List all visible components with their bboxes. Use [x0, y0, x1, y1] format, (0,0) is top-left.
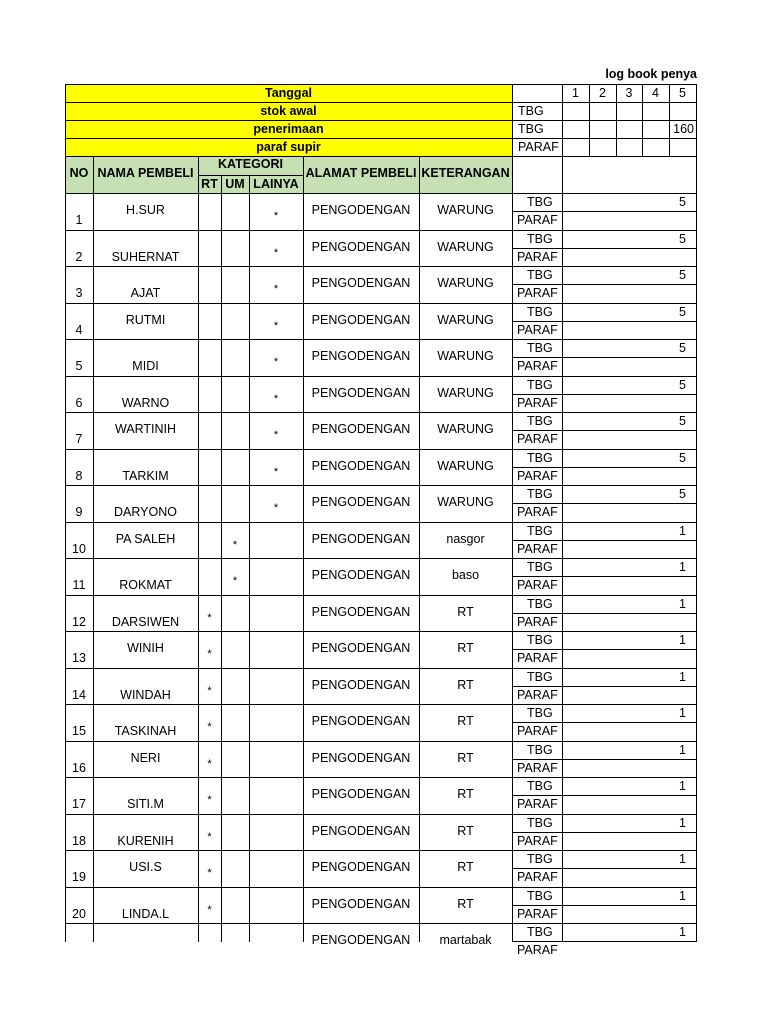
buyer-name: PA SALEH: [115, 531, 176, 546]
paraf-label: PARAF: [517, 541, 558, 556]
paraf-label: PARAF: [517, 870, 558, 884]
tbg-label: TBG: [527, 523, 553, 538]
row-number: 10: [72, 541, 86, 556]
tbg-day5-value: 1: [679, 925, 686, 939]
nama-pembeli-header: NAMA PEMBELI: [97, 166, 194, 180]
paraf-label: PARAF: [517, 468, 558, 483]
tbg-paraf-divider: [512, 649, 696, 650]
row-divider: [65, 850, 696, 851]
tbg-label: TBG: [527, 377, 553, 392]
buyer-description: RT: [457, 860, 474, 874]
category-mark: *: [232, 575, 238, 587]
buyer-address: PENGODENGAN: [311, 823, 411, 838]
buyer-name: AJAT: [130, 286, 161, 300]
tbg-day5-value: 5: [679, 450, 686, 465]
grid-line: [65, 84, 696, 85]
tbg-day5-value: 5: [679, 304, 686, 319]
buyer-address: PENGODENGAN: [311, 385, 411, 400]
grid-line: [642, 84, 643, 156]
grid-line: [65, 138, 696, 139]
buyer-name: TASKINAH: [114, 724, 177, 738]
buyer-description: WARUNG: [437, 239, 494, 254]
keterangan-header: KETERANGAN: [421, 166, 510, 180]
tbg-paraf-divider: [512, 211, 696, 212]
grid-line: [589, 84, 590, 156]
grid-line: [303, 156, 304, 942]
category-mark: *: [273, 502, 279, 514]
row-number: 2: [75, 249, 83, 264]
row-number: 20: [72, 906, 86, 921]
paraf-label: PARAF: [517, 322, 558, 337]
lainya-header: LAINYA: [253, 177, 299, 191]
paraf-label: PARAF: [517, 687, 558, 702]
tbg-label: TBG: [527, 304, 553, 319]
row-divider: [65, 668, 696, 669]
tbg-paraf-divider: [512, 503, 696, 504]
buyer-address: PENGODENGAN: [311, 349, 411, 363]
paraf-label: PARAF: [517, 432, 558, 446]
tbg-label: TBG: [527, 633, 553, 647]
buyer-address: PENGODENGAN: [311, 604, 411, 619]
tbg-label: TBG: [527, 560, 553, 574]
tbg-label: TBG: [527, 706, 553, 720]
buyer-name: WINDAH: [120, 687, 171, 702]
buyer-description: WARUNG: [437, 458, 494, 473]
row-number: 14: [72, 687, 86, 702]
tbg-label: TBG: [527, 815, 553, 830]
buyer-address: PENGODENGAN: [311, 677, 411, 692]
paraf-label: PARAF: [517, 213, 558, 227]
row-divider: [65, 303, 696, 304]
paraf-label: PARAF: [517, 760, 558, 775]
penerimaan-day5-value: 160: [673, 122, 694, 136]
buyer-description: WARUNG: [437, 276, 494, 290]
row-number: 9: [75, 505, 83, 519]
tbg-label: TBG: [527, 195, 553, 209]
kategori-header: KATEGORI: [217, 157, 284, 171]
row-divider: [65, 376, 696, 377]
category-mark: *: [207, 684, 212, 697]
row-divider: [65, 485, 696, 486]
tbg-day5-value: 5: [679, 268, 686, 282]
buyer-name: MIDI: [132, 359, 159, 373]
buyer-name: SITI.M: [127, 797, 164, 811]
buyer-description: baso: [451, 568, 480, 582]
category-mark: *: [273, 392, 279, 405]
row-divider: [65, 412, 696, 413]
buyer-address: PENGODENGAN: [311, 531, 411, 546]
buyer-name: DARSIWEN: [111, 614, 180, 629]
tbg-day5-value: 1: [679, 815, 686, 830]
category-mark: *: [207, 867, 212, 879]
category-mark: *: [273, 210, 279, 222]
tbg-day5-value: 1: [679, 706, 686, 720]
paraf-supir-label: paraf supir: [256, 140, 321, 154]
tbg-paraf-divider: [512, 357, 696, 358]
row-number: 3: [75, 286, 83, 300]
buyer-description: martabak: [439, 933, 492, 947]
row-divider: [65, 887, 696, 888]
tbg-label: TBG: [527, 669, 553, 684]
tbg-label: TBG: [527, 779, 553, 793]
tbg-day5-value: 1: [679, 523, 686, 538]
date-header: 5: [679, 86, 686, 100]
paraf-label: PARAF: [518, 140, 559, 154]
row-number: 12: [72, 614, 86, 629]
row-number: 1: [75, 213, 83, 227]
row-divider: [65, 923, 696, 924]
tbg-day5-value: 1: [679, 852, 686, 866]
grid-line: [198, 156, 199, 942]
buyer-address: PENGODENGAN: [311, 422, 411, 436]
tbg-day5-value: 1: [679, 742, 686, 757]
buyer-description: WARUNG: [437, 495, 494, 509]
tbg-paraf-divider: [512, 722, 696, 723]
row-number: 15: [72, 724, 86, 738]
buyer-description: RT: [457, 641, 474, 655]
penerimaan-label: penerimaan: [253, 122, 324, 136]
buyer-address: PENGODENGAN: [311, 896, 411, 911]
row-divider: [65, 266, 696, 267]
tbg-label: TBG: [527, 852, 553, 866]
tbg-day5-value: 5: [679, 487, 686, 501]
paraf-label: PARAF: [517, 833, 558, 848]
tbg-label: TBG: [518, 104, 544, 118]
row-number: 13: [72, 651, 86, 665]
row-number: 19: [72, 870, 86, 884]
category-mark: *: [207, 757, 212, 770]
category-mark: *: [273, 319, 279, 332]
paraf-label: PARAF: [517, 249, 558, 264]
row-number: 11: [72, 578, 86, 592]
tbg-day5-value: 1: [679, 633, 686, 647]
category-mark: *: [273, 283, 279, 295]
row-number: 7: [75, 432, 83, 446]
buyer-address: PENGODENGAN: [311, 203, 411, 217]
buyer-address: PENGODENGAN: [311, 495, 411, 509]
buyer-description: WARUNG: [437, 203, 494, 217]
alamat-pembeli-header: ALAMAT PEMBELI: [305, 166, 417, 180]
tbg-label: TBG: [527, 742, 553, 757]
row-divider: [65, 230, 696, 231]
buyer-address: PENGODENGAN: [311, 276, 411, 290]
grid-line: [65, 120, 696, 121]
category-mark: *: [207, 611, 212, 624]
buyer-description: RT: [457, 677, 474, 692]
row-number: 5: [75, 359, 83, 373]
row-divider: [65, 339, 696, 340]
paraf-label: PARAF: [517, 359, 558, 373]
buyer-name: KURENIH: [117, 833, 174, 848]
buyer-description: RT: [457, 604, 474, 619]
buyer-description: WARUNG: [437, 385, 494, 400]
row-divider: [65, 558, 696, 559]
date-header: 1: [572, 86, 579, 100]
stok-awal-label: stok awal: [260, 104, 317, 118]
row-number: 18: [72, 833, 86, 848]
grid-line: [93, 156, 94, 942]
buyer-name: ROKMAT: [119, 578, 172, 592]
rt-header: RT: [201, 177, 218, 191]
tbg-label: TBG: [527, 341, 553, 355]
tbg-day5-value: 5: [679, 195, 686, 209]
tanggal-label: Tanggal: [265, 86, 312, 100]
row-divider: [65, 741, 696, 742]
buyer-address: PENGODENGAN: [311, 860, 411, 874]
category-mark: *: [273, 356, 279, 368]
paraf-label: PARAF: [517, 578, 558, 592]
tbg-label: TBG: [527, 888, 553, 903]
buyer-name: WARTINIH: [114, 422, 177, 436]
buyer-name: DARYONO: [114, 505, 177, 519]
row-divider: [65, 704, 696, 705]
tbg-label: TBG: [518, 122, 544, 136]
no-header: NO: [69, 166, 89, 180]
row-number: 6: [75, 395, 83, 410]
buyer-address: PENGODENGAN: [311, 458, 411, 473]
tbg-day5-value: 1: [679, 779, 686, 793]
tbg-paraf-divider: [512, 795, 696, 796]
log-book-title: log book penya: [605, 67, 697, 81]
buyer-address: PENGODENGAN: [311, 933, 411, 947]
category-mark: *: [207, 903, 212, 916]
row-number: 16: [72, 760, 86, 775]
tbg-paraf-divider: [512, 284, 696, 285]
buyer-address: PENGODENGAN: [311, 641, 411, 655]
grid-line: [696, 84, 697, 942]
buyer-description: RT: [457, 714, 474, 728]
buyer-description: RT: [457, 750, 474, 765]
row-number: 8: [75, 468, 83, 483]
paraf-label: PARAF: [517, 286, 558, 300]
buyer-description: WARUNG: [437, 422, 494, 436]
row-number: 17: [72, 797, 86, 811]
buyer-name: WARNO: [121, 395, 170, 410]
buyer-description: RT: [457, 787, 474, 801]
tbg-label: TBG: [527, 414, 553, 428]
category-mark: *: [207, 794, 212, 806]
tbg-day5-value: 1: [679, 560, 686, 574]
row-divider: [65, 449, 696, 450]
tbg-day5-value: 5: [679, 377, 686, 392]
buyer-name: WINIH: [127, 641, 164, 655]
tbg-day5-value: 1: [679, 669, 686, 684]
row-divider: [65, 522, 696, 523]
paraf-label: PARAF: [517, 943, 558, 957]
grid-line: [669, 84, 670, 156]
tbg-label: TBG: [527, 231, 553, 246]
category-mark: *: [207, 721, 212, 733]
category-mark: *: [207, 830, 212, 843]
buyer-address: PENGODENGAN: [311, 750, 411, 765]
tbg-paraf-divider: [512, 941, 696, 942]
date-header: 3: [625, 86, 633, 100]
tbg-paraf-divider: [512, 868, 696, 869]
category-mark: *: [232, 538, 238, 551]
buyer-description: WARUNG: [437, 349, 494, 363]
tbg-day5-value: 5: [679, 231, 686, 246]
grid-line: [65, 102, 696, 103]
buyer-name: SUHERNAT: [111, 249, 180, 264]
buyer-name: NERI: [130, 750, 161, 765]
paraf-label: PARAF: [517, 505, 558, 519]
buyer-description: nasgor: [446, 531, 485, 546]
paraf-label: PARAF: [517, 797, 558, 811]
grid-line: [65, 193, 696, 194]
category-mark: *: [273, 429, 279, 441]
buyer-description: RT: [457, 896, 474, 911]
row-divider: [65, 777, 696, 778]
grid-line: [616, 84, 617, 156]
row-divider: [65, 631, 696, 632]
buyer-address: PENGODENGAN: [311, 568, 411, 582]
buyer-name: RUTMI: [125, 312, 166, 327]
row-divider: [65, 814, 696, 815]
tbg-label: TBG: [527, 925, 553, 939]
date-header: 4: [652, 86, 659, 100]
tbg-day5-value: 1: [679, 596, 686, 611]
buyer-address: PENGODENGAN: [311, 312, 411, 327]
grid-line: [65, 156, 696, 157]
category-mark: *: [207, 648, 212, 660]
buyer-name: H.SUR: [126, 203, 165, 217]
grid-line: [198, 175, 303, 176]
um-header: UM: [225, 177, 245, 191]
tbg-label: TBG: [527, 450, 553, 465]
paraf-label: PARAF: [517, 724, 558, 738]
paraf-label: PARAF: [517, 614, 558, 629]
buyer-description: WARUNG: [437, 312, 494, 327]
tbg-paraf-divider: [512, 430, 696, 431]
buyer-name: USI.S: [129, 860, 162, 874]
row-divider: [65, 595, 696, 596]
buyer-address: PENGODENGAN: [311, 714, 411, 728]
buyer-address: PENGODENGAN: [311, 787, 411, 801]
paraf-label: PARAF: [517, 651, 558, 665]
paraf-label: PARAF: [517, 906, 558, 921]
paraf-label: PARAF: [517, 395, 558, 410]
grid-line: [419, 156, 420, 942]
tbg-day5-value: 1: [679, 888, 686, 903]
category-mark: *: [273, 246, 279, 259]
buyer-address: PENGODENGAN: [311, 239, 411, 254]
row-number: 4: [75, 322, 83, 337]
buyer-name: TARKIM: [122, 468, 169, 483]
tbg-paraf-divider: [512, 576, 696, 577]
tbg-label: TBG: [527, 596, 553, 611]
tbg-day5-value: 5: [679, 414, 686, 428]
tbg-day5-value: 5: [679, 341, 686, 355]
date-header: 2: [599, 86, 606, 100]
category-mark: *: [273, 465, 279, 478]
tbg-label: TBG: [527, 487, 553, 501]
buyer-description: RT: [457, 823, 474, 838]
tbg-label: TBG: [527, 268, 553, 282]
buyer-name: LINDA.L: [121, 906, 170, 921]
